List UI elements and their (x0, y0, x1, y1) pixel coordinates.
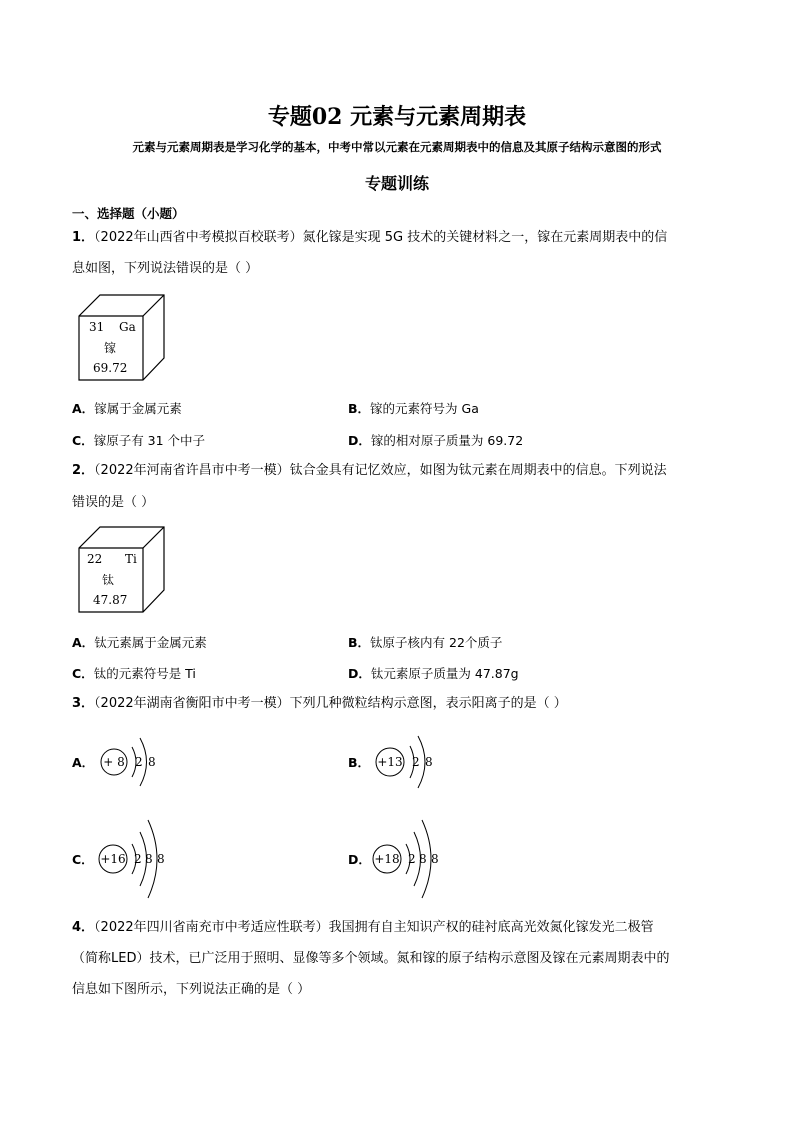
question-4-line1 (72, 918, 669, 938)
shell-2-count: 8 (145, 852, 153, 866)
question-1 (72, 228, 667, 279)
option-label: B． (348, 755, 371, 770)
option-text: 镓的相对原子质量为 69.72 (370, 433, 524, 448)
question-1-text: （2022年山西省中考模拟百校联考）氮化镓是实现 5G 技术的关键材料之一，镓在元素周期表中的信 (94, 230, 668, 245)
atomic-number: 22 (87, 552, 103, 566)
page-title: 专题02 元素与元素周期表 (267, 104, 527, 130)
question-2-text: （2022年河南省许昌市中考一模）钛合金具有记忆效应，如图为钛元素在周期表中的信息。下列说法 (94, 463, 667, 478)
element-symbol: Ti (125, 552, 137, 566)
question-4-text: （2022年四川省南充市中考适应性联考）我国拥有自主知识产权的硅衬底高光效氮化镓发光二极管 (94, 920, 654, 935)
question-2 (72, 461, 667, 513)
option-1a[interactable] (72, 399, 182, 417)
shell-1-count: 2 (135, 755, 143, 769)
option-1c[interactable] (72, 431, 205, 449)
option-3d[interactable] (348, 850, 371, 868)
shell-2-count: 8 (419, 852, 427, 866)
atomic-mass: 47.87 (93, 593, 128, 607)
option-2d[interactable] (348, 664, 519, 682)
option-label: B． (348, 401, 371, 416)
shell-3-count: 8 (431, 852, 439, 866)
question-4 (72, 918, 669, 1000)
option-2b[interactable] (348, 633, 502, 651)
question-3 (72, 694, 567, 714)
nucleus-charge: +18 (374, 852, 400, 866)
option-label: D． (348, 666, 371, 681)
option-text: 镓属于金属元素 (94, 401, 182, 416)
question-2-line2: 错误的是（ ） (72, 495, 155, 510)
option-2c[interactable] (72, 664, 196, 682)
question-2-number: 2． (72, 463, 95, 478)
page-subtitle: 元素与元素周期表是学习化学的基本，中考中常以元素在元素周期表中的信息及其原子结构示意图的形式 (132, 140, 662, 154)
option-label: A． (72, 755, 95, 770)
option-text: 钛原子核内有 22个质子 (370, 635, 503, 650)
element-name: 钛 (102, 573, 115, 587)
atom-diagram-b (372, 726, 452, 798)
option-1b[interactable] (348, 399, 479, 417)
question-2-line1 (72, 461, 667, 481)
option-text: 钛元素原子质量为 47.87g (370, 666, 519, 681)
option-text: 钛的元素符号是 Ti (93, 666, 196, 681)
question-1-number: 1． (72, 230, 95, 245)
option-label: A． (72, 635, 95, 650)
question-1-line2: 息如图，下列说法错误的是（ ） (72, 261, 259, 276)
shell-3-count: 8 (157, 852, 165, 866)
question-1-line1 (72, 228, 667, 248)
option-label: C． (72, 666, 94, 681)
nucleus-charge: + 8 (103, 755, 125, 769)
option-text: 镓原子有 31 个中子 (93, 433, 206, 448)
element-symbol: Ga (119, 320, 136, 334)
option-label: D． (348, 852, 371, 867)
option-1d[interactable] (348, 431, 523, 449)
option-label: B． (348, 635, 371, 650)
option-2a[interactable] (72, 633, 207, 651)
option-3c[interactable] (72, 850, 94, 868)
question-3-number: 3． (72, 696, 95, 711)
question-4-number: 4． (72, 920, 95, 935)
option-label: C． (72, 852, 94, 867)
option-label: D． (348, 433, 371, 448)
option-3b[interactable] (348, 753, 370, 771)
question-4-line2: （简称LED）技术，已广泛用于照明、显像等多个领域。氮和镓的原子结构示意图及镓在元素周期表中的 (72, 951, 670, 966)
nucleus-charge: +13 (377, 755, 403, 769)
shell-1-count: 2 (408, 852, 416, 866)
option-3a[interactable] (72, 753, 94, 771)
option-text: 钛元素属于金属元素 (94, 635, 207, 650)
section-title: 专题训练 (364, 174, 429, 193)
atomic-number: 31 (89, 320, 105, 334)
element-card-ga (78, 294, 168, 384)
element-name: 镓 (104, 341, 117, 355)
element-card-ti (78, 526, 168, 616)
option-label: A． (72, 401, 95, 416)
option-text: 镓的元素符号为 Ga (370, 401, 479, 416)
atom-diagram-a (98, 726, 178, 798)
nucleus-charge: +16 (100, 852, 126, 866)
shell-1-count: 2 (134, 852, 142, 866)
question-4-line3: 信息如下图所示，下列说法正确的是（ ） (72, 982, 311, 997)
atom-diagram-d (370, 812, 450, 902)
shell-2-count: 8 (148, 755, 156, 769)
atomic-mass: 69.72 (93, 361, 128, 375)
part-heading: 一、选择题（小题） (72, 206, 185, 221)
question-3-text: （2022年湖南省衡阳市中考一模）下列几种微粒结构示意图，表示阳离子的是（ ） (94, 696, 567, 711)
shell-1-count: 2 (412, 755, 420, 769)
atom-diagram-c (96, 812, 176, 902)
shell-2-count: 8 (425, 755, 433, 769)
option-label: C． (72, 433, 94, 448)
